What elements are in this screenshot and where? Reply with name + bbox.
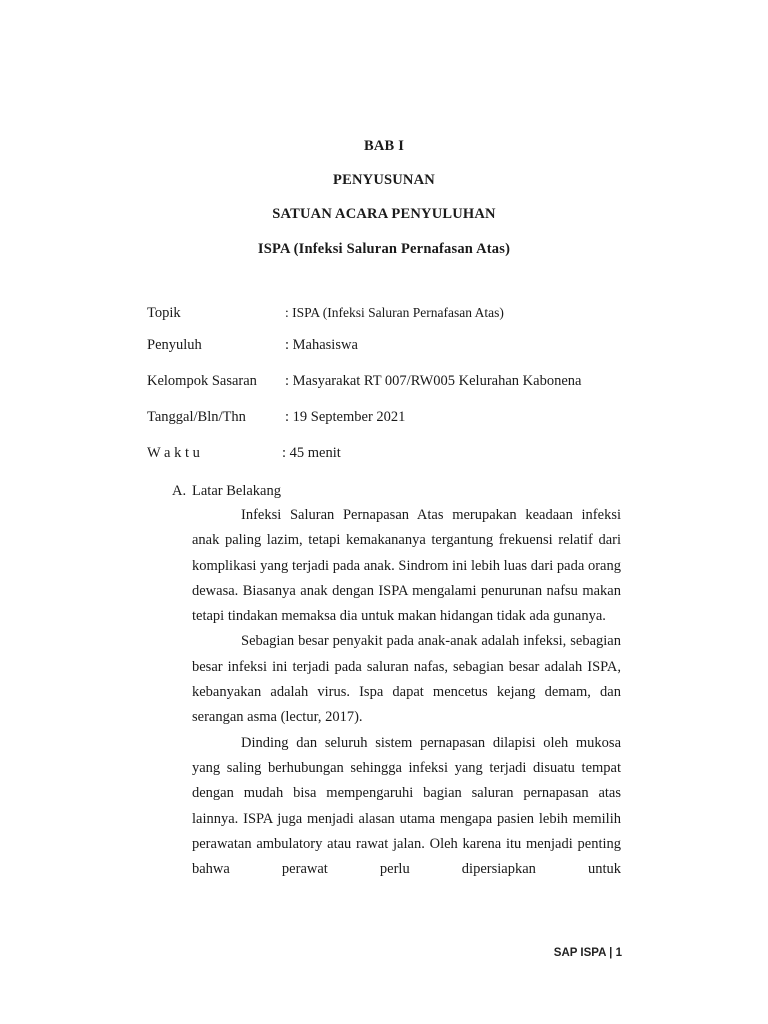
section-title: Latar Belakang [192, 483, 281, 499]
title-heading-1: PENYUSUNAN [333, 172, 435, 188]
info-label: Penyuluh [147, 337, 202, 353]
paragraph: Sebagian besar penyakit pada anak-anak adalah infeksi, sebagian besar infeksi ini terjadi pada saluran nafas, sebagian besar adalah ISPA, kebanyakan adalah virus. Ispa dapat mencetus kejang demam, dan serangan asma (lectur, 2017). [192, 633, 621, 726]
title-heading-2: SATUAN ACARA PENYULUHAN [272, 206, 496, 222]
info-value: : Masyarakat RT 007/RW005 Kelurahan Kabonena [285, 373, 582, 389]
info-label: Topik [147, 305, 181, 321]
page-footer: SAP ISPA | 1 [553, 947, 622, 959]
info-value: : Mahasiswa [285, 337, 358, 353]
info-label: Tanggal/Bln/Thn [147, 409, 246, 425]
info-label: Kelompok Sasaran [147, 373, 257, 389]
section-letter: A. [172, 483, 187, 499]
info-label: W a k t u [147, 445, 200, 461]
paragraph: Dinding dan seluruh sistem pernapasan dilapisi oleh mukosa yang saling berhubungan sehingga infeksi yang terjadi disuatu tempat dengan mudah bisa mempengaruhi bagian saluran pernapasan atas lainnya. ISPA juga menjadi alasan utama mengapa pasien lebih memilih perawatan ambulatory atau rawat jalan. Oleh karena itu menjadi penting bahwa perawat perlu dipersiapkan untuk [192, 734, 621, 878]
section-heading [172, 483, 281, 500]
chapter-heading: BAB I [363, 138, 405, 154]
info-value: : 19 September 2021 [285, 409, 406, 425]
paragraph: Infeksi Saluran Pernapasan Atas merupakan keadaan infeksi anak paling lazim, tetapi kemakananya tergantung frekuensi relatif dari komplikasi yang terjadi pada anak. Sindrom ini lebih luas dari pada orang dewasa. Biasanya anak dengan ISPA mengalami penurunan nafsu makan tetapi tindakan memaksa dia untuk makan hidangan tidak ada gunanya. [192, 507, 621, 625]
title-heading-3: ISPA (Infeksi Saluran Pernafasan Atas) [257, 241, 511, 257]
info-value: : 45 menit [282, 445, 341, 461]
body-text [192, 503, 621, 882]
info-value: : ISPA (Infeksi Saluran Pernafasan Atas) [285, 305, 504, 320]
